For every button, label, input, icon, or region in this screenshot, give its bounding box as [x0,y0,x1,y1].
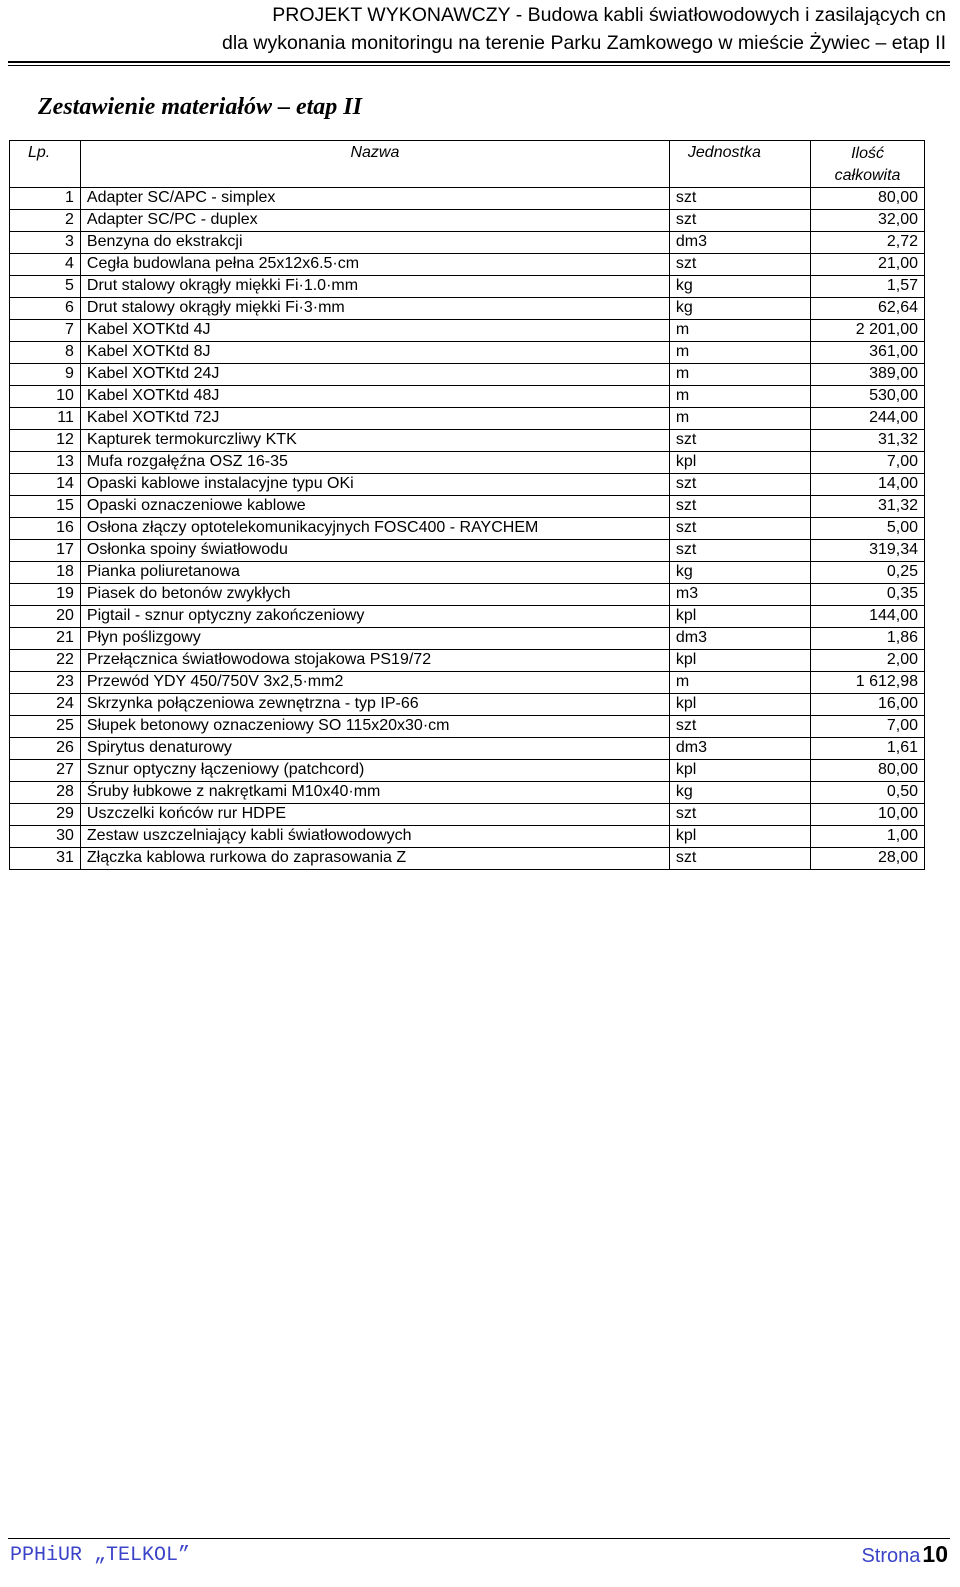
cell-name: Złączka kablowa rurkowa do zaprasowania Z [80,848,669,870]
cell-qty: 16,00 [811,694,925,716]
table-header-row [10,141,925,188]
cell-qty: 2,00 [811,650,925,672]
cell-name: Skrzynka połączeniowa zewnętrzna - typ IP-66 [80,694,669,716]
cell-name: Pianka poliuretanowa [80,562,669,584]
cell-name: Opaski oznaczeniowe kablowe [80,496,669,518]
table-row [10,540,925,562]
materials-table [9,140,925,870]
header-subtitle-line: dla wykonania monitoringu na terenie Parku Zamkowego w mieście Żywiec – etap II [221,32,946,54]
cell-lp: 11 [10,408,81,430]
header-divider [8,61,950,63]
cell-unit: kg [669,276,810,298]
cell-lp: 1 [10,188,81,210]
page-label: Strona [861,1545,921,1567]
cell-name: Pigtail - sznur optyczny zakończeniowy [80,606,669,628]
table-row [10,188,925,210]
cell-name: Mufa rozgałęźna OSZ 16-35 [80,452,669,474]
cell-unit: kg [669,782,810,804]
cell-name: Płyn poślizgowy [80,628,669,650]
cell-lp: 7 [10,320,81,342]
table-row [10,452,925,474]
cell-name: Kabel XOTKtd 72J [80,408,669,430]
table-row [10,276,925,298]
cell-lp: 21 [10,628,81,650]
cell-name: Uszczelki końców rur HDPE [80,804,669,826]
cell-unit: szt [669,188,810,210]
cell-qty: 31,32 [811,430,925,452]
cell-unit: szt [669,848,810,870]
cell-lp: 19 [10,584,81,606]
cell-qty: 244,00 [811,408,925,430]
cell-name: Osłonka spoiny światłowodu [80,540,669,562]
cell-qty: 530,00 [811,386,925,408]
cell-name: Osłona złączy optotelekomunikacyjnych FOSC400 - RAYCHEM [80,518,669,540]
cell-unit: szt [669,804,810,826]
cell-name: Drut stalowy okrągły miękki Fi·1.0·mm [80,276,669,298]
cell-lp: 8 [10,342,81,364]
cell-unit: szt [669,518,810,540]
table-row [10,628,925,650]
cell-lp: 14 [10,474,81,496]
cell-unit: szt [669,430,810,452]
running-header [0,0,946,57]
cell-qty: 389,00 [811,364,925,386]
table-row [10,606,925,628]
cell-qty: 31,32 [811,496,925,518]
cell-lp: 20 [10,606,81,628]
cell-qty: 0,25 [811,562,925,584]
cell-lp: 6 [10,298,81,320]
cell-qty: 1,00 [811,826,925,848]
cell-qty: 62,64 [811,298,925,320]
footer-company: PPHiUR „TELKOL” [10,1544,191,1567]
cell-unit: kpl [669,760,810,782]
cell-qty: 144,00 [811,606,925,628]
cell-name: Kabel XOTKtd 48J [80,386,669,408]
table-row [10,430,925,452]
cell-qty: 7,00 [811,452,925,474]
cell-name: Adapter SC/APC - simplex [80,188,669,210]
table-row [10,760,925,782]
table-row [10,408,925,430]
table-row [10,562,925,584]
cell-name: Kabel XOTKtd 8J [80,342,669,364]
cell-qty: 2 201,00 [811,320,925,342]
cell-lp: 28 [10,782,81,804]
cell-qty: 28,00 [811,848,925,870]
table-row [10,650,925,672]
cell-lp: 5 [10,276,81,298]
table-row [10,584,925,606]
table-row [10,826,925,848]
cell-unit: szt [669,540,810,562]
cell-qty: 1 612,98 [811,672,925,694]
cell-unit: szt [669,210,810,232]
cell-unit: m [669,342,810,364]
cell-lp: 16 [10,518,81,540]
cell-qty: 80,00 [811,188,925,210]
cell-lp: 2 [10,210,81,232]
cell-unit: m3 [669,584,810,606]
cell-lp: 26 [10,738,81,760]
cell-name: Śruby łubkowe z nakrętkami M10x40·mm [80,782,669,804]
cell-unit: kg [669,562,810,584]
page-title: Zestawienie materiałów – etap II [38,94,362,120]
cell-qty: 80,00 [811,760,925,782]
cell-lp: 10 [10,386,81,408]
cell-name: Zestaw uszczelniający kabli światłowodowych [80,826,669,848]
cell-unit: szt [669,254,810,276]
cell-unit: m [669,672,810,694]
cell-name: Drut stalowy okrągły miękki Fi·3·mm [80,298,669,320]
cell-lp: 18 [10,562,81,584]
cell-lp: 29 [10,804,81,826]
table-row [10,342,925,364]
cell-name: Benzyna do ekstrakcji [80,232,669,254]
cell-name: Słupek betonowy oznaczeniowy SO 115x20x30·cm [80,716,669,738]
table-row [10,518,925,540]
cell-name: Piasek do betonów zwykłych [80,584,669,606]
cell-qty: 319,34 [811,540,925,562]
cell-unit: kpl [669,826,810,848]
cell-qty: 1,57 [811,276,925,298]
cell-lp: 17 [10,540,81,562]
cell-name: Spirytus denaturowy [80,738,669,760]
cell-lp: 15 [10,496,81,518]
cell-lp: 12 [10,430,81,452]
cell-qty: 0,50 [811,782,925,804]
cell-lp: 23 [10,672,81,694]
table-row [10,386,925,408]
cell-unit: m [669,364,810,386]
table-row [10,320,925,342]
cell-unit: szt [669,496,810,518]
cell-lp: 4 [10,254,81,276]
cell-qty: 2,72 [811,232,925,254]
table-row [10,474,925,496]
cell-qty: 21,00 [811,254,925,276]
cell-name: Kapturek termokurczliwy KTK [80,430,669,452]
table-row [10,672,925,694]
cell-lp: 27 [10,760,81,782]
cell-name: Opaski kablowe instalacyjne typu OKi [80,474,669,496]
cell-unit: m [669,386,810,408]
cell-name: Cegła budowlana pełna 25x12x6.5·cm [80,254,669,276]
header-divider-thin [8,65,950,66]
table-row [10,804,925,826]
cell-lp: 9 [10,364,81,386]
cell-qty: 32,00 [811,210,925,232]
cell-name: Kabel XOTKtd 4J [80,320,669,342]
table-row [10,298,925,320]
table-row [10,210,925,232]
table-row [10,254,925,276]
cell-lp: 30 [10,826,81,848]
cell-unit: dm3 [669,738,810,760]
cell-unit: m [669,320,810,342]
cell-lp: 22 [10,650,81,672]
cell-unit: m [669,408,810,430]
cell-unit: dm3 [669,232,810,254]
cell-unit: szt [669,716,810,738]
table-row [10,232,925,254]
cell-lp: 13 [10,452,81,474]
cell-unit: dm3 [669,628,810,650]
header-project-line: PROJEKT WYKONAWCZY - Budowa kabli światłowodowych i zasilających cn [272,4,946,26]
cell-unit: kpl [669,694,810,716]
cell-lp: 31 [10,848,81,870]
cell-name: Adapter SC/PC - duplex [80,210,669,232]
table-row [10,782,925,804]
cell-unit: kg [669,298,810,320]
table-row [10,694,925,716]
header-name: Nazwa [80,141,669,188]
cell-lp: 3 [10,232,81,254]
cell-unit: kpl [669,606,810,628]
cell-unit: szt [669,474,810,496]
cell-qty: 10,00 [811,804,925,826]
table-row [10,738,925,760]
cell-name: Sznur optyczny łączeniowy (patchcord) [80,760,669,782]
cell-lp: 24 [10,694,81,716]
cell-unit: kpl [669,650,810,672]
table-row [10,496,925,518]
header-lp: Lp. [10,141,81,188]
cell-name: Przełącznica światłowodowa stojakowa PS19/72 [80,650,669,672]
materials-table-body [10,188,925,870]
page-number: 10 [922,1541,948,1567]
cell-qty: 14,00 [811,474,925,496]
cell-qty: 1,61 [811,738,925,760]
header-qty: Ilość całkowita [811,141,925,188]
footer-page [861,1541,948,1568]
table-row [10,364,925,386]
cell-qty: 7,00 [811,716,925,738]
cell-name: Przewód YDY 450/750V 3x2,5·mm2 [80,672,669,694]
table-row [10,848,925,870]
table-row [10,716,925,738]
cell-qty: 0,35 [811,584,925,606]
footer-divider [8,1538,950,1539]
cell-qty: 5,00 [811,518,925,540]
cell-qty: 1,86 [811,628,925,650]
cell-unit: kpl [669,452,810,474]
cell-name: Kabel XOTKtd 24J [80,364,669,386]
cell-qty: 361,00 [811,342,925,364]
cell-lp: 25 [10,716,81,738]
header-unit: Jednostka [669,141,810,188]
